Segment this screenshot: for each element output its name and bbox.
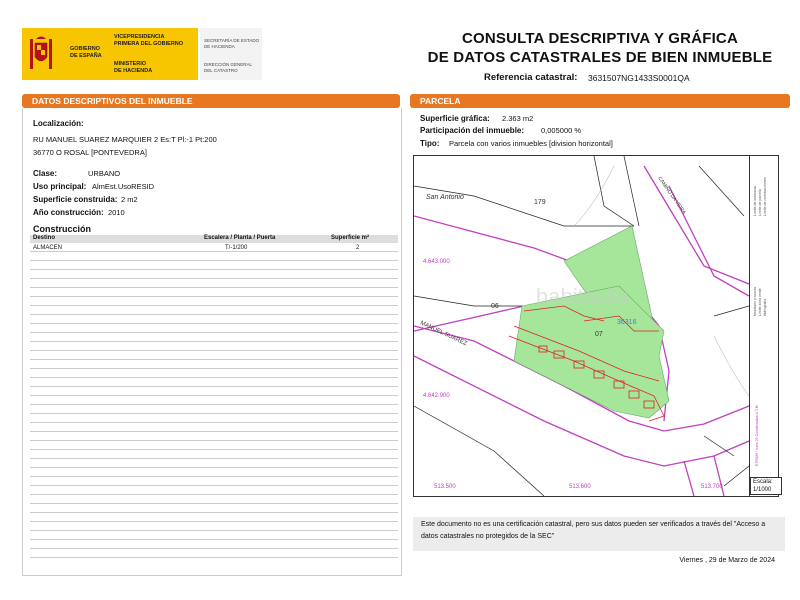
map-parcel-07: 07 xyxy=(595,331,603,338)
legend-item: Límite zona verde xyxy=(758,288,762,316)
legend-item: Hidrografía xyxy=(763,298,767,316)
ministerio-text: MINISTERIO DE HACIENDA xyxy=(114,61,153,74)
map-coord-y1: 4.643.000 xyxy=(423,259,450,265)
map-parcel-main: 36316 xyxy=(617,319,637,326)
ref-catastral-value: 3631507NG1433S0001QA xyxy=(588,73,690,83)
ref-catastral-label: Referencia catastral: xyxy=(484,72,578,83)
map-drawing xyxy=(414,156,749,496)
map-coord-y2: 4.642.900 xyxy=(423,393,450,399)
section-bar-descriptivos: DATOS DESCRIPTIVOS DEL INMUEBLE xyxy=(22,94,400,108)
col-escalera: Escalera / Planta / Puerta xyxy=(204,235,276,241)
cell-superficie: 2 xyxy=(356,245,360,251)
cadastral-map[interactable] xyxy=(413,155,750,497)
clase-label: Clase: xyxy=(33,169,58,178)
clase-value: URBANO xyxy=(88,169,121,178)
construccion-table xyxy=(30,235,398,565)
map-street-manuel-suarez: MANUEL SUAREZ xyxy=(419,320,468,348)
disclaimer-note: Este documento no es una certificación catastral, pero sus datos pueden ser verificados a través del "Acceso a datos catastrales no protegidos de la SEC" xyxy=(413,517,785,551)
legend-item: Límite de construcciones xyxy=(763,177,767,216)
tipo-label: Tipo: xyxy=(420,139,440,148)
cell-escalera: T/-1/200 xyxy=(225,245,248,251)
spain-crest-icon xyxy=(27,33,55,75)
document-date: Viernes , 29 de Marzo de 2024 xyxy=(679,557,775,564)
participacion-label: Participación del inmueble: xyxy=(420,126,525,135)
localizacion-line1: RU MANUEL SUAREZ MARQUIER 2 Es:T Pl:-1 Pt:200 xyxy=(33,135,217,144)
superficie-value: 2 m2 xyxy=(121,195,138,204)
map-legend xyxy=(748,155,779,497)
construccion-heading: Construcción xyxy=(33,224,92,234)
section-bar-parcela: PARCELA xyxy=(410,94,790,108)
scale-value: 1/1000 xyxy=(753,487,772,493)
participacion-value: 0,005000 % xyxy=(541,126,582,135)
col-superficie: Superficie m² xyxy=(331,235,370,241)
scale-label: Escala: xyxy=(753,479,773,485)
table-header xyxy=(30,235,398,243)
localizacion-label: Localización: xyxy=(33,119,84,128)
localizacion-line2: 36770 O ROSAL [PONTEVEDRA] xyxy=(33,148,147,157)
vicepresidencia-text: VICEPRESIDENCIA PRIMERA DEL GOBIERNO xyxy=(114,34,184,47)
map-watermark: habitaclia xyxy=(536,284,629,309)
table-ruled-lines xyxy=(30,243,398,565)
legend-coords-note: ETRS89 / huso 29 Coordenadas U.T.M. xyxy=(755,404,759,466)
gobierno-text: GOBIERNO DE ESPAÑA xyxy=(70,46,102,59)
legend-drawing xyxy=(748,156,778,496)
map-scale-box xyxy=(750,477,782,495)
uso-value: AlmEst.UsoRESID xyxy=(92,182,155,191)
map-coord-x2: 513.600 xyxy=(569,484,591,490)
anio-label: Año construcción: xyxy=(33,208,104,217)
page-title-line1: CONSULTA DESCRIPTIVA Y GRÁFICA xyxy=(461,30,738,47)
anio-value: 2010 xyxy=(108,208,125,217)
cell-destino: ALMACEN xyxy=(33,245,63,251)
page-title-line2: DE DATOS CATASTRALES DE BIEN INMUEBLE xyxy=(427,49,773,66)
col-destino: Destino xyxy=(33,235,56,241)
legend-item: Límite de parcela xyxy=(758,189,762,216)
legend-item: Mobiliario y aceras xyxy=(753,286,757,316)
map-parcel-179: 179 xyxy=(534,199,546,206)
map-parcel-06: 06 xyxy=(491,303,499,310)
map-street-san-antonio: San Antonio xyxy=(426,194,464,201)
sup-grafica-label: Superficie gráfica: xyxy=(420,114,490,123)
map-coord-x1: 513.500 xyxy=(434,484,456,490)
map-street-camino: CAMINO DA VEIRA xyxy=(656,175,687,216)
legend-item: Límite de manzana xyxy=(753,186,757,216)
map-coord-x3: 513.700 xyxy=(701,484,723,490)
direccion-text: DIRECCIÓN GENERAL DEL CATASTRO xyxy=(204,62,253,73)
superficie-label: Superficie construida: xyxy=(33,195,118,204)
secretaria-text: SECRETARÍA DE ESTADO DE HACIENDA xyxy=(204,38,260,49)
uso-label: Uso principal: xyxy=(33,182,87,191)
sup-grafica-value: 2.363 m2 xyxy=(502,114,534,123)
table-row xyxy=(30,245,398,254)
tipo-value: Parcela con varios inmuebles [division horizontal] xyxy=(449,139,613,148)
